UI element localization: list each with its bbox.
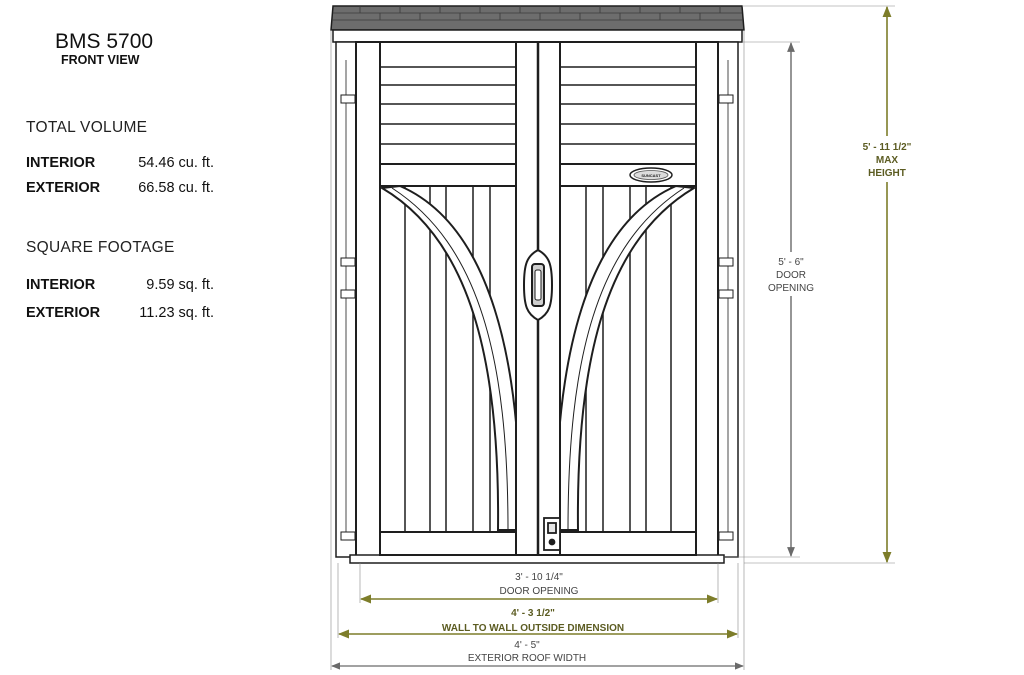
- sqft-exterior-label: EXTERIOR: [26, 305, 101, 321]
- left-wall: [336, 42, 356, 557]
- max-height-label-line1: MAX: [875, 155, 899, 166]
- left-door: [380, 42, 520, 555]
- door-height-dimension: [760, 43, 822, 556]
- roof-width-dimension: [332, 640, 743, 666]
- roof-width-value: 4' - 5": [514, 640, 540, 651]
- door-width-dimension: [361, 572, 717, 599]
- door-width-label: DOOR OPENING: [499, 586, 579, 597]
- total-volume-heading: TOTAL VOLUME: [26, 119, 148, 136]
- door-width-value: 3' - 10 1/4": [515, 572, 563, 583]
- view-subtitle: FRONT VIEW: [61, 53, 140, 67]
- wall-width-value: 4' - 3 1/2": [511, 608, 555, 619]
- max-height-value: 5' - 11 1/2": [862, 142, 912, 153]
- volume-interior-label: INTERIOR: [26, 155, 96, 171]
- max-height-dimension: [850, 7, 924, 562]
- lock-hasp[interactable]: [544, 518, 560, 550]
- sqft-interior-value: 9.59 sq. ft.: [146, 277, 214, 293]
- roof: [331, 6, 744, 42]
- model-title: BMS 5700: [55, 30, 154, 53]
- sqft-interior-label: INTERIOR: [26, 277, 96, 293]
- max-height-label-line2: HEIGHT: [868, 168, 906, 179]
- volume-interior-value: 54.46 cu. ft.: [138, 155, 214, 171]
- brand-badge: [630, 168, 672, 182]
- door-height-value: 5' - 6": [778, 257, 804, 268]
- right-wall: [718, 42, 738, 557]
- svg-text:SUNCAST: SUNCAST: [641, 173, 661, 178]
- volume-exterior-label: EXTERIOR: [26, 180, 101, 196]
- door-handle[interactable]: [524, 250, 552, 320]
- door-height-label-line2: OPENING: [767, 283, 815, 294]
- square-footage-heading: SQUARE FOOTAGE: [26, 239, 175, 256]
- sqft-exterior-value: 11.23 sq. ft.: [139, 305, 214, 321]
- wall-width-label: WALL TO WALL OUTSIDE DIMENSION: [441, 623, 625, 634]
- door-height-label-line1: DOOR: [776, 270, 806, 281]
- volume-exterior-value: 66.58 cu. ft.: [138, 180, 214, 196]
- roof-width-label: EXTERIOR ROOF WIDTH: [467, 653, 587, 664]
- wall-width-dimension: [339, 608, 737, 634]
- right-door: [556, 42, 696, 555]
